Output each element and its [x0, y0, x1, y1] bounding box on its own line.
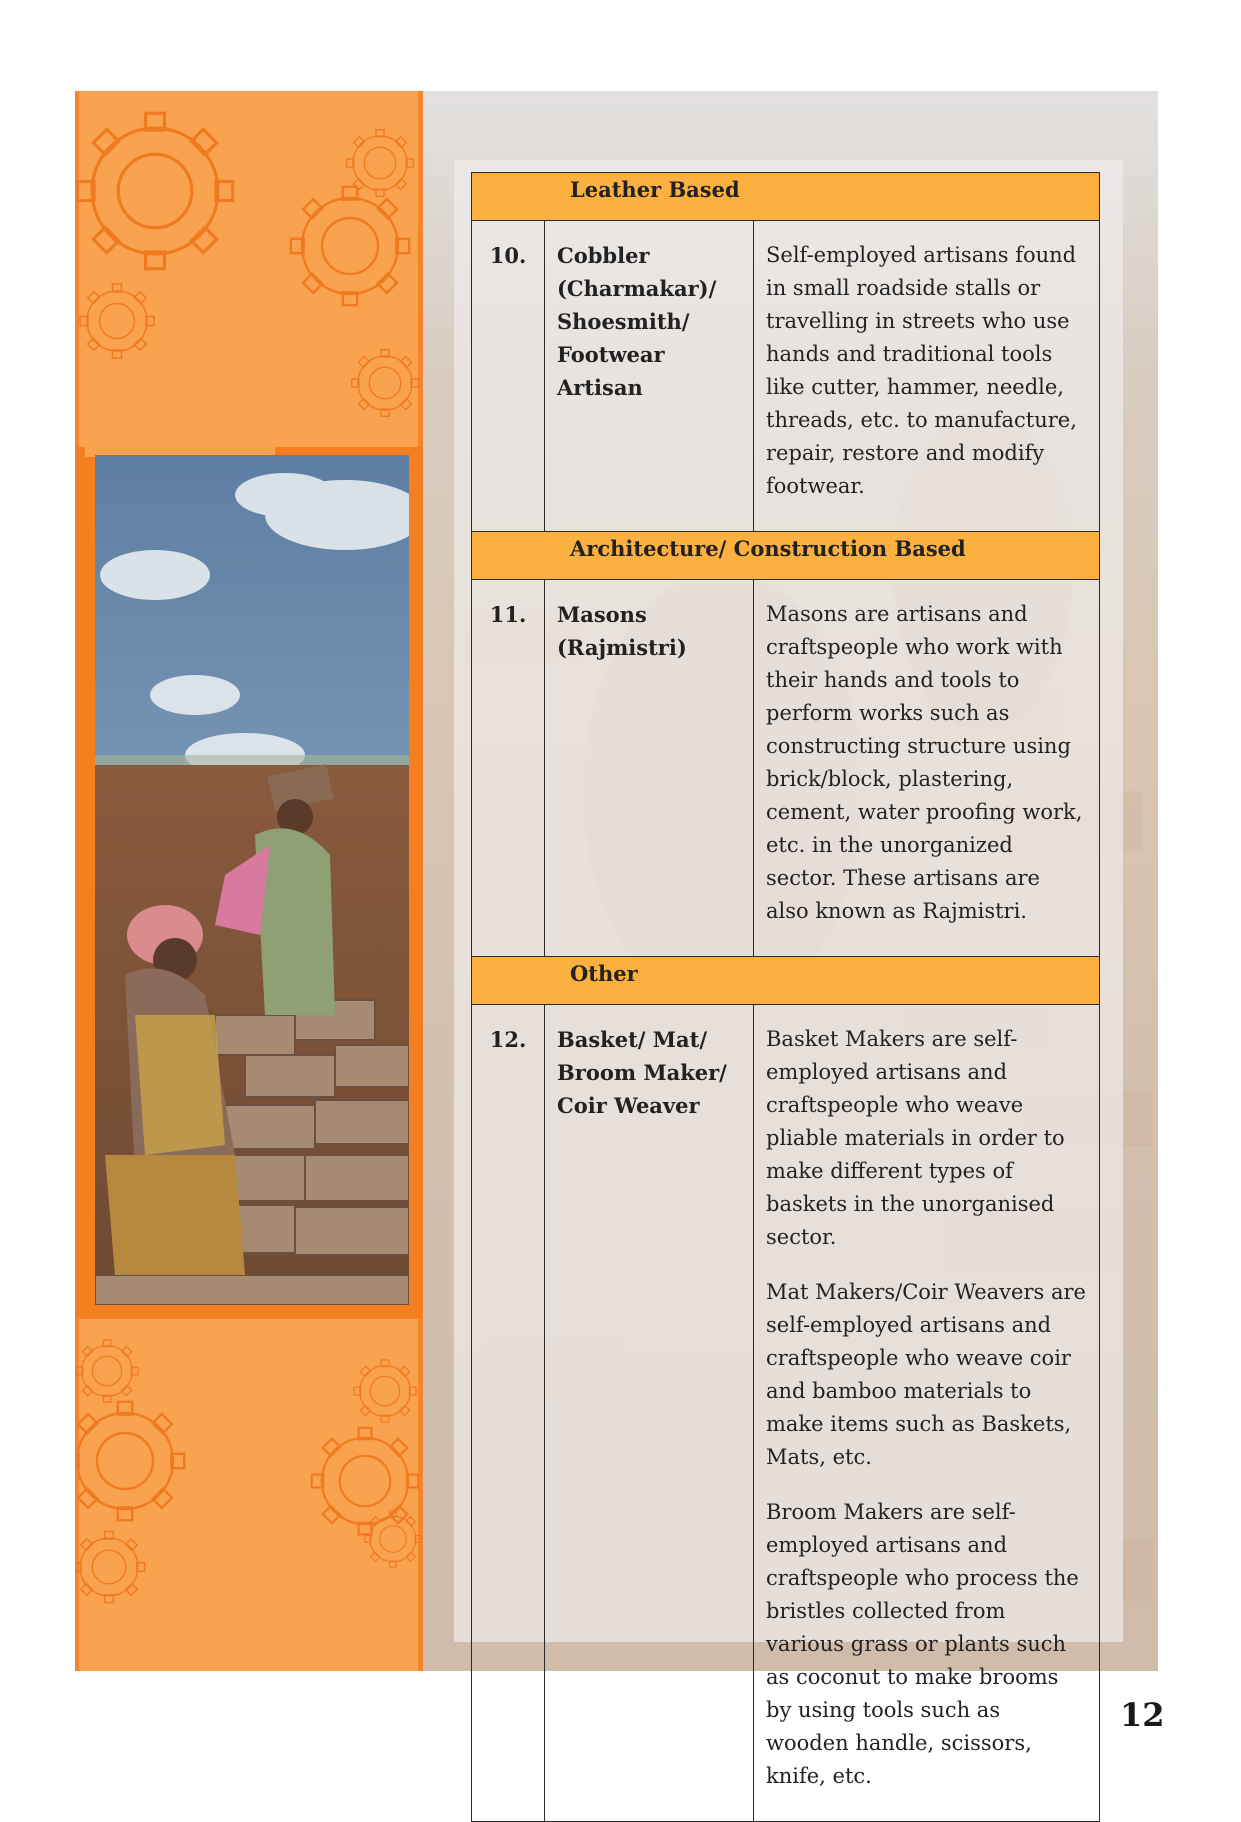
- row-number: 12.: [472, 1005, 545, 1822]
- table-row: [472, 1005, 1100, 1822]
- category-heading: Other: [472, 957, 1100, 1005]
- table-row: [472, 580, 1100, 957]
- description-paragraph: Mat Makers/Coir Weavers are self-employed artisans and craftspeople who weave coir and bamboo materials to make items such as Baskets, Mats, etc.: [766, 1280, 1086, 1469]
- category-row-construction: [472, 532, 1100, 580]
- craft-name-line: (Rajmistri): [557, 635, 687, 660]
- craft-description: [754, 1005, 1100, 1822]
- craft-name-line: Basket/ Mat/: [557, 1027, 707, 1052]
- craft-description: [754, 221, 1100, 532]
- photo-masons-carrying-bricks: [95, 455, 409, 1305]
- craft-name-line: Coir Weaver: [557, 1093, 700, 1118]
- description-paragraph: Basket Makers are self-employed artisans and craftspeople who weave pliable materials in order to make different types of baskets in the unorganised sector.: [766, 1027, 1065, 1249]
- craft-description: [754, 580, 1100, 957]
- table-row: [472, 221, 1100, 532]
- crafts-table: [471, 172, 1100, 1822]
- category-row-leather: [472, 173, 1100, 221]
- craft-name-line: Masons: [557, 602, 647, 627]
- craft-name: [545, 1005, 754, 1822]
- row-number: 10.: [472, 221, 545, 532]
- craft-name-line: Artisan: [557, 375, 643, 400]
- craft-name: [545, 580, 754, 957]
- category-row-other: [472, 957, 1100, 1005]
- page-number: 12: [1120, 1696, 1165, 1734]
- row-number: 11.: [472, 580, 545, 957]
- description-paragraph: Masons are artisans and craftspeople who work with their hands and tools to perform works such as constructing structure using brick/block, plastering, cement, water proofing work, etc. in the unorganized sector. These artisans are also known as Rajmistri.: [766, 602, 1083, 923]
- craft-name-line: Broom Maker/: [557, 1060, 727, 1085]
- description-paragraph: Self-employed artisans found in small roadside stalls or travelling in streets who use hands and traditional tools like cutter, hammer, needle, threads, etc. to manufacture, repair, restore and modify footwear.: [766, 243, 1077, 498]
- craft-name-line: Footwear: [557, 342, 665, 367]
- craft-name-line: Cobbler: [557, 243, 650, 268]
- craft-name: [545, 221, 754, 532]
- description-paragraph: Broom Makers are self-employed artisans and craftspeople who process the bristles collected from various grass or plants such as coconut to make brooms by using tools such as wooden handle, scissors, knife, etc.: [766, 1500, 1079, 1788]
- category-heading: Leather Based: [472, 173, 1100, 221]
- craft-name-line: (Charmakar)/: [557, 276, 717, 301]
- category-heading: Architecture/ Construction Based: [472, 532, 1100, 580]
- craft-name-line: Shoesmith/: [557, 309, 690, 334]
